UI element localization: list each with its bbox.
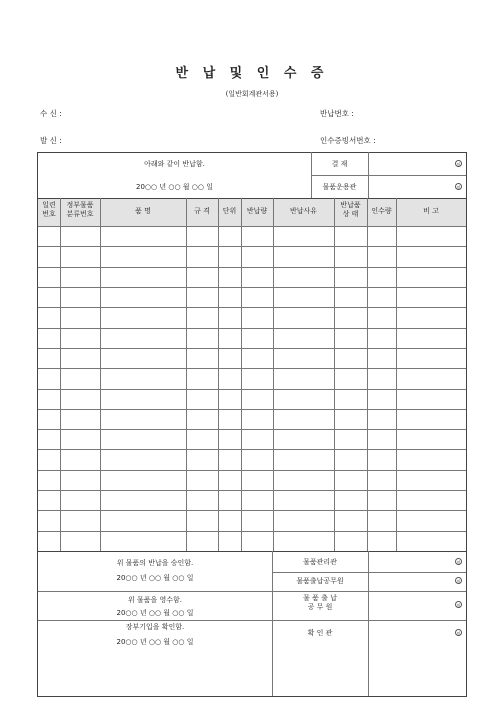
column-line-3 <box>186 198 187 551</box>
header-classification-no: 정부물품 분류번호 <box>66 201 94 219</box>
approve-statement: 위 물품의 반납을 승인함. <box>116 559 194 567</box>
header-spec: 규 격 <box>194 207 210 215</box>
approval-label: 결 재 <box>331 160 348 168</box>
approve-date: 20○○ 년 ○○ 월 ○○ 일 <box>116 574 194 582</box>
column-line-6 <box>273 198 274 551</box>
table-row <box>38 368 466 369</box>
officer-seal-icon: 인 <box>456 185 461 190</box>
clerk-split-seal-icon: 인 <box>456 603 461 608</box>
bottom-row-line-2 <box>38 620 466 621</box>
table-row <box>38 287 466 288</box>
receipt-number-label: 인수증빙서번호 : <box>320 136 376 145</box>
clerk-seal-icon: 인 <box>456 579 461 584</box>
top-box-row-divider <box>311 175 466 176</box>
to-label: 수 신 : <box>40 109 62 118</box>
table-row <box>38 348 466 349</box>
bottom-row-line-1 <box>38 591 466 592</box>
property-officer-label: 물품운용관 <box>322 183 357 191</box>
column-line-7 <box>334 198 335 551</box>
receipt-statement: 위 물품을 영수함. <box>127 596 182 604</box>
table-row <box>38 490 466 491</box>
header-remarks: 비 고 <box>423 207 439 215</box>
table-row <box>38 409 466 410</box>
receipt-date: 20○○ 년 ○○ 월 ○○ 일 <box>116 609 194 617</box>
confirm-seal-icon: 인 <box>456 631 461 636</box>
confirming-officer-label: 확 인 관 <box>307 629 333 637</box>
return-statement: 아래와 같이 반납함. <box>144 160 205 168</box>
table-row <box>38 470 466 471</box>
top-box-divider-2 <box>368 152 369 198</box>
table-row <box>38 246 466 247</box>
custody-clerk-label: 물품출납공무원 <box>296 577 344 585</box>
manager-seal-icon: 인 <box>456 560 461 565</box>
header-received-qty: 인수량 <box>371 207 392 215</box>
column-line-5 <box>241 198 242 551</box>
column-line-9 <box>396 198 397 551</box>
header-unit: 단위 <box>222 207 237 215</box>
bottom-seal-divider <box>368 551 369 696</box>
table-row <box>38 449 466 450</box>
table-row <box>38 226 466 227</box>
custody-clerk-split-label: 물 품 출 납 공 무 원 <box>303 594 337 612</box>
column-line-8 <box>367 198 368 551</box>
column-line-4 <box>218 198 219 551</box>
table-row <box>38 531 466 532</box>
approval-seal-icon: 인 <box>456 162 461 167</box>
bottom-sub-line <box>272 572 466 573</box>
return-number-label: 반납번호 : <box>320 109 354 118</box>
header-return-reason: 반납사유 <box>289 207 318 215</box>
table-bottom-line <box>38 551 466 552</box>
table-row <box>38 267 466 268</box>
table-row <box>38 328 466 329</box>
ledger-statement: 장부기입을 확인함. <box>125 623 185 631</box>
return-date: 20○○ 년 ○○ 월 ○○ 일 <box>136 183 213 191</box>
ledger-date: 20○○ 년 ○○ 월 ○○ 일 <box>116 638 194 646</box>
table-row <box>38 510 466 511</box>
table-row <box>38 307 466 308</box>
column-line-1 <box>60 198 61 551</box>
header-item-condition: 반납품 상 태 <box>340 201 361 219</box>
header-return-qty: 반납량 <box>246 207 268 215</box>
header-item-name: 품 명 <box>135 207 151 215</box>
table-row <box>38 389 466 390</box>
property-manager-label: 물품관리관 <box>303 558 337 566</box>
top-box-bottom-line <box>38 198 466 199</box>
form-subtitle: (일반회계관서용) <box>225 90 279 98</box>
column-line-2 <box>100 198 101 551</box>
table-row <box>38 429 466 430</box>
header-serial-no: 일련 번호 <box>42 201 56 219</box>
form-title: 반 납 및 인 수 증 <box>175 66 329 81</box>
from-label: 발 신 : <box>40 136 62 145</box>
